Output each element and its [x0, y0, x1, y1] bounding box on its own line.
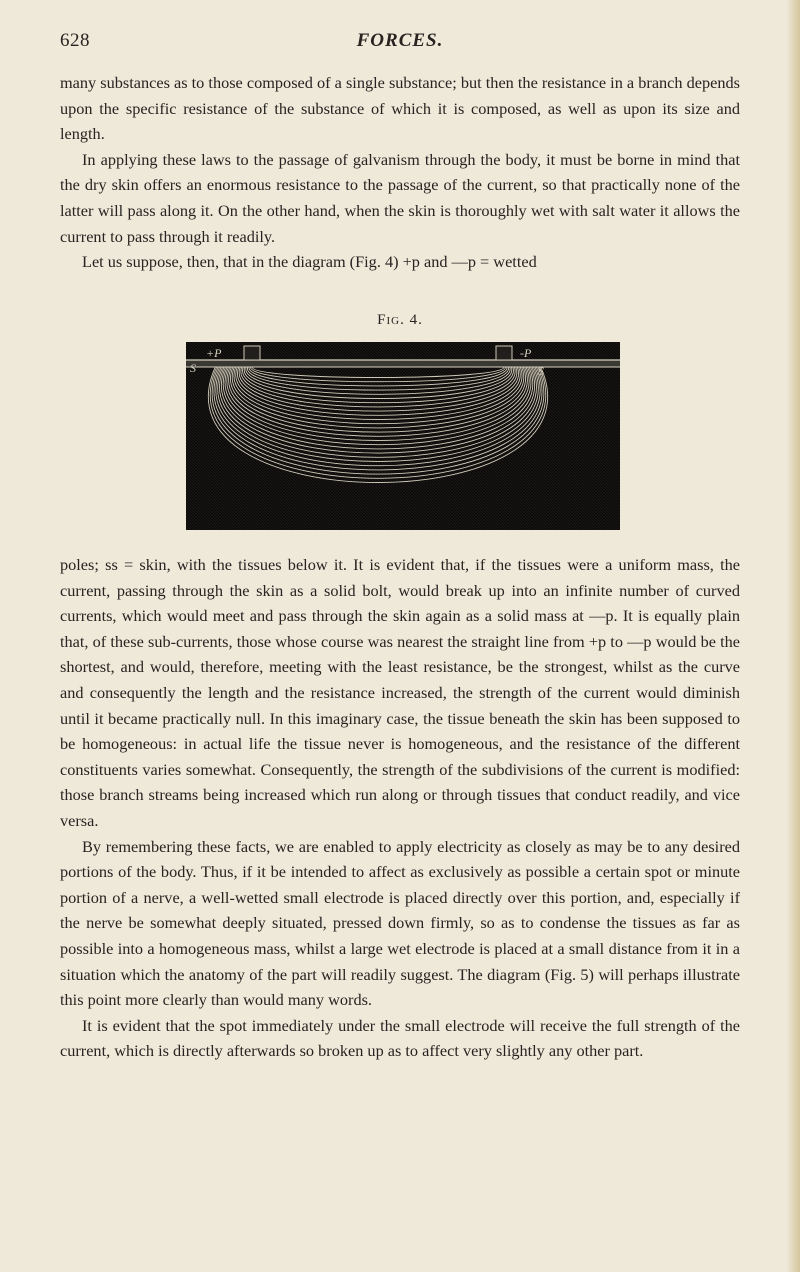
page-edge-shadow [786, 0, 800, 1272]
running-head: FORCES. [356, 30, 444, 51]
top-text-block [60, 70, 740, 275]
paragraph-galvanism: In applying these laws to the passage of galvanism through the body, it must be borne in mind that the dry skin offers an enormous resistance to the passage of the current, so that practically none of the latter will pass along it. On the other hand, when the skin is thoroughly wet with salt water it allows the current to pass through it readily. [60, 149, 740, 246]
paragraph-suppose: Let us suppose, then, that in the diagram (Fig. 4) +p and —p = wetted [82, 252, 537, 272]
paragraph-continuation: many substances as to those composed of a single substance; but then the resistance in a branch depends upon the specific resistance of the substance of which it is composed, as well as upon its size and length. [60, 73, 740, 144]
bottom-text-block [60, 552, 740, 1064]
paragraph-evident: It is evident that the spot immediately under the small electrode will receive the full strength of the current, which is directly afterwards so broken up as to affect very slightly any other part. [60, 1015, 740, 1061]
skin-layer [186, 360, 620, 367]
current-diagram [186, 342, 620, 530]
figure-caption: Fig. 4. [377, 312, 423, 328]
page-number: 628 [60, 30, 90, 51]
page-header [60, 30, 740, 60]
negative-electrode [496, 346, 512, 360]
paragraph-poles: poles; ss = skin, with the tissues below it. It is evident that, if the tissues were a uniform mass, the current, passing through the skin as a solid bolt, would break up into an infinite number of curved currents, which would meet and pass through the skin again as a solid mass at —p. It is equally plain that, of these sub-currents, those whose course was nearest the straight line from +p to —p would be the shortest, and would, therefore, meeting with the least resistance, be the strongest, whilst as the curve and consequently the length and the resistance increased, the strength of the current would diminish until it became practically null. In this imaginary case, the tissue beneath the skin has been supposed to be homogeneous: in actual life the tissue never is homogeneous, and the resistance of the different constituents varies somewhat. Consequently, the strength of the subdivisions of the current is modified: those branch streams being increased which run along or through tissues that conduct readily, and vice versa. [60, 555, 740, 830]
figure-4-diagram [186, 342, 620, 530]
s-right-label: S [538, 364, 544, 378]
minus-p-label: -P [520, 346, 532, 360]
paragraph-remembering: By remembering these facts, we are enabled to apply electricity as closely as may be to any desired portions of the body. Thus, if it be intended to affect as exclusively as possible a certain spot or minute portion of a nerve, a well-wetted small electrode is placed directly over this portion, and, especially if the nerve be somewhat deeply situated, pressed down firmly, so as to condense the tissues as far as possible into a homogeneous mass, whilst a large wet electrode is placed at a small distance from it in a situation which the anatomy of the part will readily suggest. The diagram (Fig. 5) will perhaps illustrate this point more clearly than would many words. [60, 836, 740, 1010]
s-left-label: S [190, 361, 196, 375]
plus-p-label: +P [206, 346, 222, 360]
positive-electrode [244, 346, 260, 360]
